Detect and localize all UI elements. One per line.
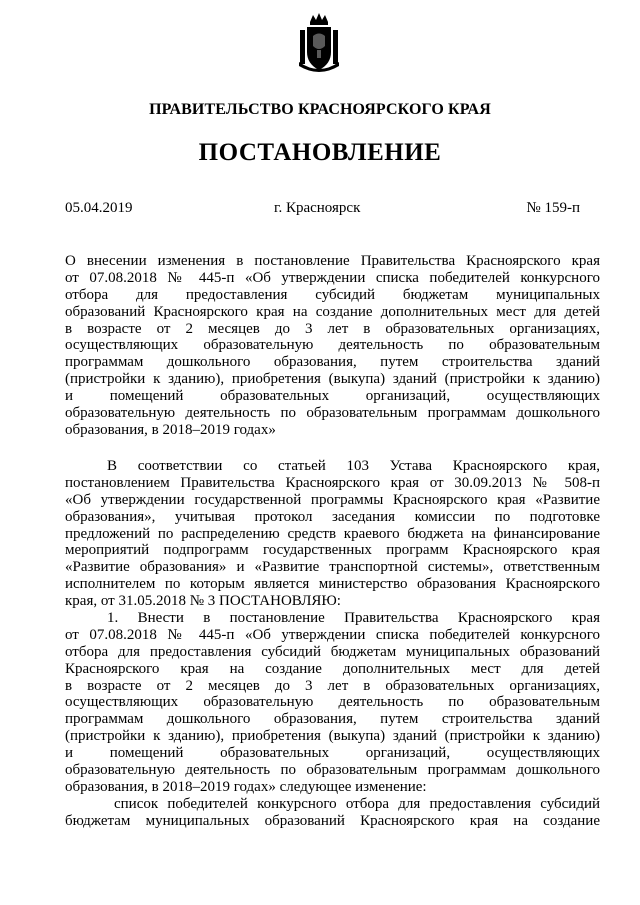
government-title: ПРАВИТЕЛЬСТВО КРАСНОЯРСКОГО КРАЯ xyxy=(149,101,491,118)
body-line: «Развитие образования» и «Развитие транспортной системы», ответственным xyxy=(65,559,600,576)
subject-line: О внесении изменения в постановление Правительства Красноярского края xyxy=(65,253,600,269)
document-date: 05.04.2019 xyxy=(65,200,133,216)
body-line: (пристройки к зданию), приобретения (выкупа) зданий (пристройки к зданию) xyxy=(65,728,600,745)
document-subject xyxy=(65,253,600,439)
document-city: г. Красноярск xyxy=(274,200,361,216)
body-line: «Об утверждении государственной программы Красноярского края «Развитие xyxy=(65,491,600,508)
subject-line: отбора для предоставления субсидий бюджетам муниципальных xyxy=(65,286,600,303)
body-line: бюджетам муниципальных образований Красноярского края на создание xyxy=(65,812,600,829)
coat-of-arms-icon xyxy=(296,12,342,74)
body-line: в возрасте от 2 месяцев до 3 лет в образовательных организациях, xyxy=(65,677,600,694)
body-line: отбора для предоставления субсидий бюджетам муниципальных образований xyxy=(65,643,600,660)
body-line: программам дошкольного образования, путем строительства зданий xyxy=(65,711,600,728)
document-body xyxy=(65,458,600,830)
body-line: образования, в 2018–2019 годах» следующее изменение: xyxy=(65,778,427,795)
body-line: исполнителем по которым является министерство образования Красноярского xyxy=(65,576,600,593)
body-line: образовательную деятельность по образовательным программам дошкольного xyxy=(65,762,600,779)
body-line: постановлением Правительства Красноярского края от 30.09.2013 № 508-п xyxy=(65,474,600,491)
subject-line: образовательную деятельность по образовательным программам дошкольного xyxy=(65,405,600,422)
body-line: 1. Внести в постановление Правительства Красноярского края xyxy=(107,610,600,627)
body-line: В соответствии со статьей 103 Устава Красноярского края, xyxy=(107,458,600,474)
body-line: от 07.08.2018 № 445-п «Об утверждении списка победителей конкурсного xyxy=(65,626,600,643)
subject-line: программам дошкольного образования, путем строительства зданий xyxy=(65,354,600,371)
body-line: образования», учитывая протокол заседания комиссии по подготовке xyxy=(65,508,600,525)
document-number: № 159-п xyxy=(526,200,580,216)
body-line: список победителей конкурсного отбора для предоставления субсидий xyxy=(114,795,600,812)
subject-line: образований Красноярского края на создание дополнительных мест для детей xyxy=(65,303,600,320)
subject-line: образования, в 2018–2019 годах» xyxy=(65,421,276,438)
subject-line: осуществляющих образовательную деятельность по образовательным xyxy=(65,337,600,354)
body-line: осуществляющих образовательную деятельность по образовательным xyxy=(65,694,600,711)
body-line: края, от 31.05.2018 № 3 ПОСТАНОВЛЯЮ: xyxy=(65,593,341,610)
body-line: предложений по распределению средств краевого бюджета на финансирование xyxy=(65,525,600,542)
subject-line: от 07.08.2018 № 445-п «Об утверждении списка победителей конкурсного xyxy=(65,269,600,286)
subject-line: (пристройки к зданию), приобретения (выкупа) зданий (пристройки к зданию) xyxy=(65,371,600,388)
document-type-title: ПОСТАНОВЛЕНИЕ xyxy=(198,139,442,166)
body-line: мероприятий подпрограмм государственных программ Красноярского края xyxy=(65,542,600,559)
subject-line: и помещений образовательных организаций, осуществляющих xyxy=(65,388,600,405)
subject-line: в возрасте от 2 месяцев до 3 лет в образовательных организациях, xyxy=(65,320,600,337)
body-line: Красноярского края на создание дополнительных мест для детей xyxy=(65,660,600,677)
body-line: и помещений образовательных организаций, осуществляющих xyxy=(65,745,600,762)
